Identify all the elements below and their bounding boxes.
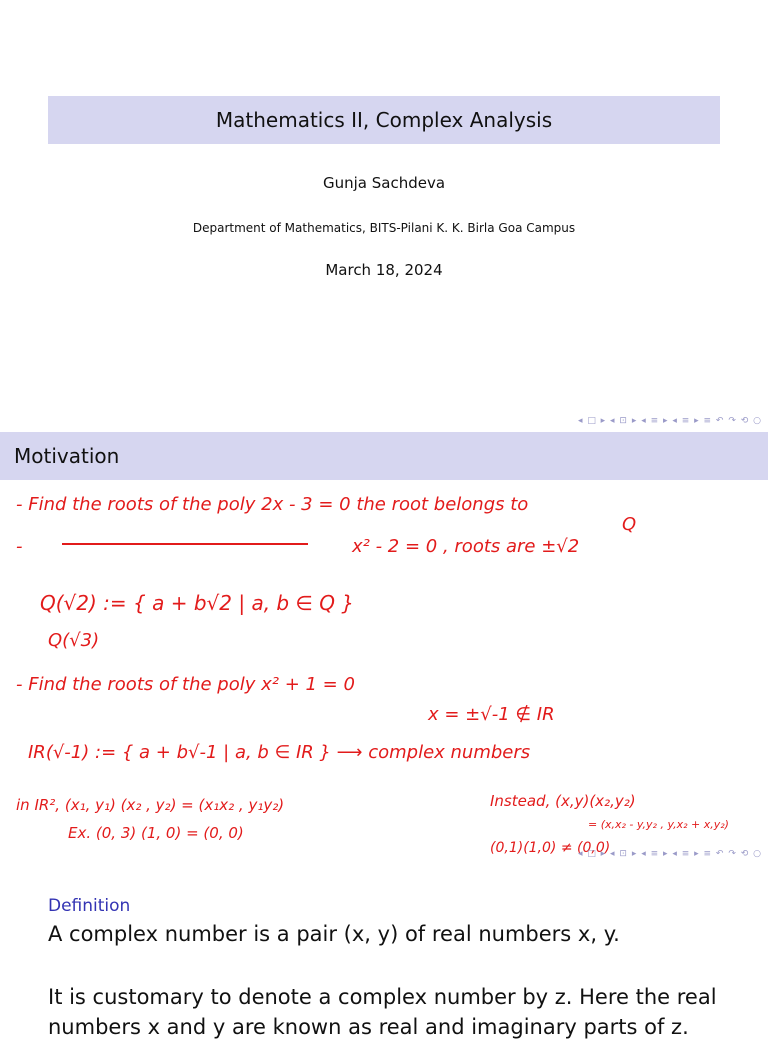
handwriting-line-2: x² - 2 = 0 , roots are ±√2 [352, 536, 580, 557]
handwriting-line-8a: in IR², (x₁, y₁) (x₂ , y₂) = (x₁x₂ , y₁y₂) [16, 796, 285, 814]
handwriting-line-6: x = ±√-1 ∉ IR [428, 704, 555, 725]
beamer-navigation-icons[interactable]: ◂ □ ▸ ◂ ⊡ ▸ ◂ ≡ ▸ ◂ ≡ ▸ ≡ ↶ ↷ ⟲ ○ [577, 849, 762, 859]
presentation-date: March 18, 2024 [325, 261, 443, 279]
handwritten-notes [0, 480, 768, 864]
frame-title-bar [0, 432, 768, 480]
handwriting-line-9b: = (x,x₂ - y,y₂ , y,x₂ + x,y₂) [588, 818, 729, 831]
handwriting-line-9a: Ex. (0, 3) (1, 0) = (0, 0) [68, 824, 244, 842]
institute-name: Department of Mathematics, BITS-Pilani K. K. Birla Goa Campus [192, 221, 576, 235]
presentation-title: Mathematics II, Complex Analysis [215, 108, 553, 132]
handwriting-line-5: - Find the roots of the poly x² + 1 = 0 [16, 674, 355, 695]
definition-text: A complex number is a pair (x, y) of real numbers x, y. [48, 922, 620, 946]
handwriting-line-1-q: Q [622, 514, 637, 535]
handwriting-line-1: - Find the roots of the poly 2x - 3 = 0 the root belongs to [16, 494, 529, 515]
handwriting-line-10: (0,1)(1,0) ≠ (0,0) [490, 840, 611, 856]
definition-slide [0, 864, 768, 1039]
beamer-navigation-icons[interactable]: ◂ □ ▸ ◂ ⊡ ▸ ◂ ≡ ▸ ◂ ≡ ▸ ≡ ↶ ↷ ⟲ ○ [577, 416, 762, 426]
frame-title: Motivation [14, 444, 120, 468]
handwriting-line-7: IR(√-1) := { a + b√-1 | a, b ∈ IR } ⟶ complex numbers [28, 742, 531, 763]
title-banner [48, 96, 720, 144]
handwriting-line-8b: Instead, (x,y)(x₂,y₂) [490, 792, 636, 810]
definition-label: Definition [48, 896, 131, 916]
motivation-slide [0, 432, 768, 864]
handwriting-line-4: Q(√3) [48, 630, 100, 651]
handwriting-line-3: Q(√2) := { a + b√2 | a, b ∈ Q } [40, 591, 355, 615]
body-text: It is customary to denote a complex number by z. Here the real numbers x and y are known as real and imaginary parts of z. [48, 985, 717, 1039]
author-name: Gunja Sachdeva [322, 174, 446, 192]
title-slide [0, 0, 768, 432]
handwriting-line-2-dash: - [16, 536, 23, 557]
